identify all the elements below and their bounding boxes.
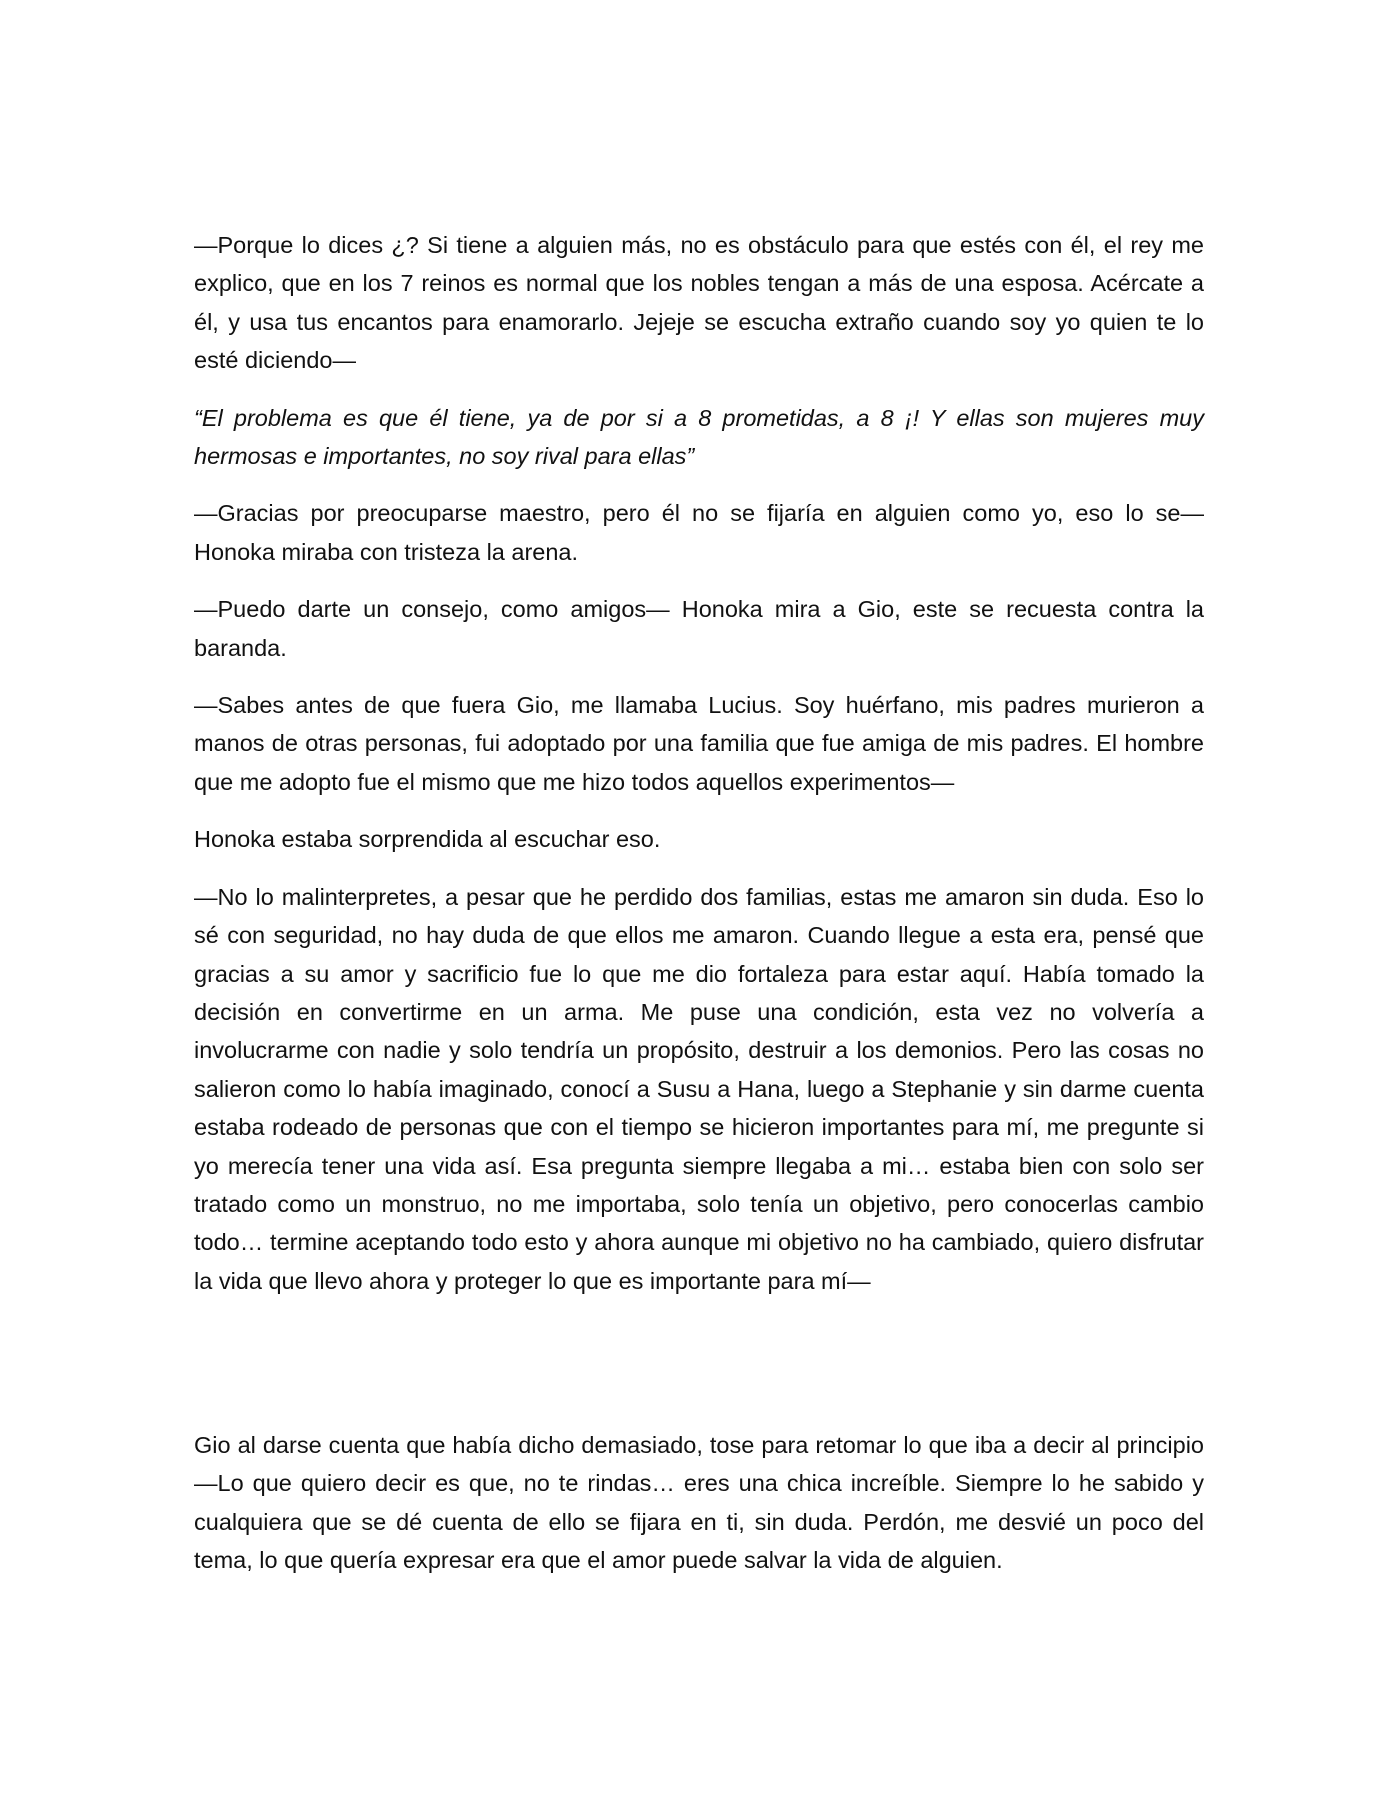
main-text-block (194, 226, 1204, 1319)
paragraph-dialogue-2: —Gracias por preocuparse maestro, pero él no se fijaría en alguien como yo, eso lo se— Honoka miraba con tristeza la arena. (194, 500, 1204, 565)
paragraph-dialogue-1: —Porque lo dices ¿? Si tiene a alguien más, no es obstáculo para que estés con él, el rey me explico, que en los 7 reinos es normal que los nobles tengan a más de una esposa. Acércate a él, y usa tus encantos para enamorarlo. Jejeje se escucha extraño cuando soy yo quien te lo esté diciendo— (194, 232, 1204, 374)
paragraph-narration-1: Honoka estaba sorprendida al escuchar eso. (194, 826, 661, 853)
paragraph-narration-2: Gio al darse cuenta que había dicho demasiado, tose para retomar lo que iba a decir al principio —Lo que quiero decir es que, no te rindas… eres una chica increíble. Siempre lo he sabido y cualquiera que se dé cuenta de ello se fijara en ti, sin duda. Perdón, me desvié un poco del tema, lo que quería expresar era que el amor puede salvar la vida de alguien. (194, 1432, 1204, 1574)
closing-text-block (194, 1426, 1204, 1599)
paragraph-dialogue-5: —No lo malinterpretes, a pesar que he perdido dos familias, estas me amaron sin duda. Eso lo sé con seguridad, no hay duda de que ellos me amaron. Cuando llegue a esta era, pensé que gracias a su amor y sacrificio fue lo que me dio fortaleza para estar aquí. Había tomado la decisión en convertirme en un arma. Me puse una condición, esta vez no volvería a involucrarme con nadie y solo tendría un propósito, destruir a los demonios. Pero las cosas no salieron como lo había imaginado, conocí a Susu a Hana, luego a Stephanie y sin darme cuenta estaba rodeado de personas que con el tiempo se hicieron importantes para mí, me pregunte si yo merecía tener una vida así. Esa pregunta siempre llegaba a mi… estaba bien con solo ser tratado como un monstruo, no me importaba, solo tenía un objetivo, pero conocerlas cambio todo… termine aceptando todo esto y ahora aunque mi objetivo no ha cambiado, quiero disfrutar la vida que llevo ahora y proteger lo que es importante para mí— (194, 883, 1204, 1294)
paragraph-dialogue-3: —Puedo darte un consejo, como amigos— Honoka mira a Gio, este se recuesta contra la baranda. (194, 596, 1204, 661)
paragraph-thought: “El problema es que él tiene, ya de por si a 8 prometidas, a 8 ¡! Y ellas son mujeres muy hermosas e importantes, no soy rival para ellas” (194, 404, 1204, 470)
paragraph-dialogue-4: —Sabes antes de que fuera Gio, me llamaba Lucius. Soy huérfano, mis padres murieron a manos de otras personas, fui adoptado por una familia que fue amiga de mis padres. El hombre que me adopto fue el mismo que me hizo todos aquellos experimentos— (194, 692, 1204, 795)
